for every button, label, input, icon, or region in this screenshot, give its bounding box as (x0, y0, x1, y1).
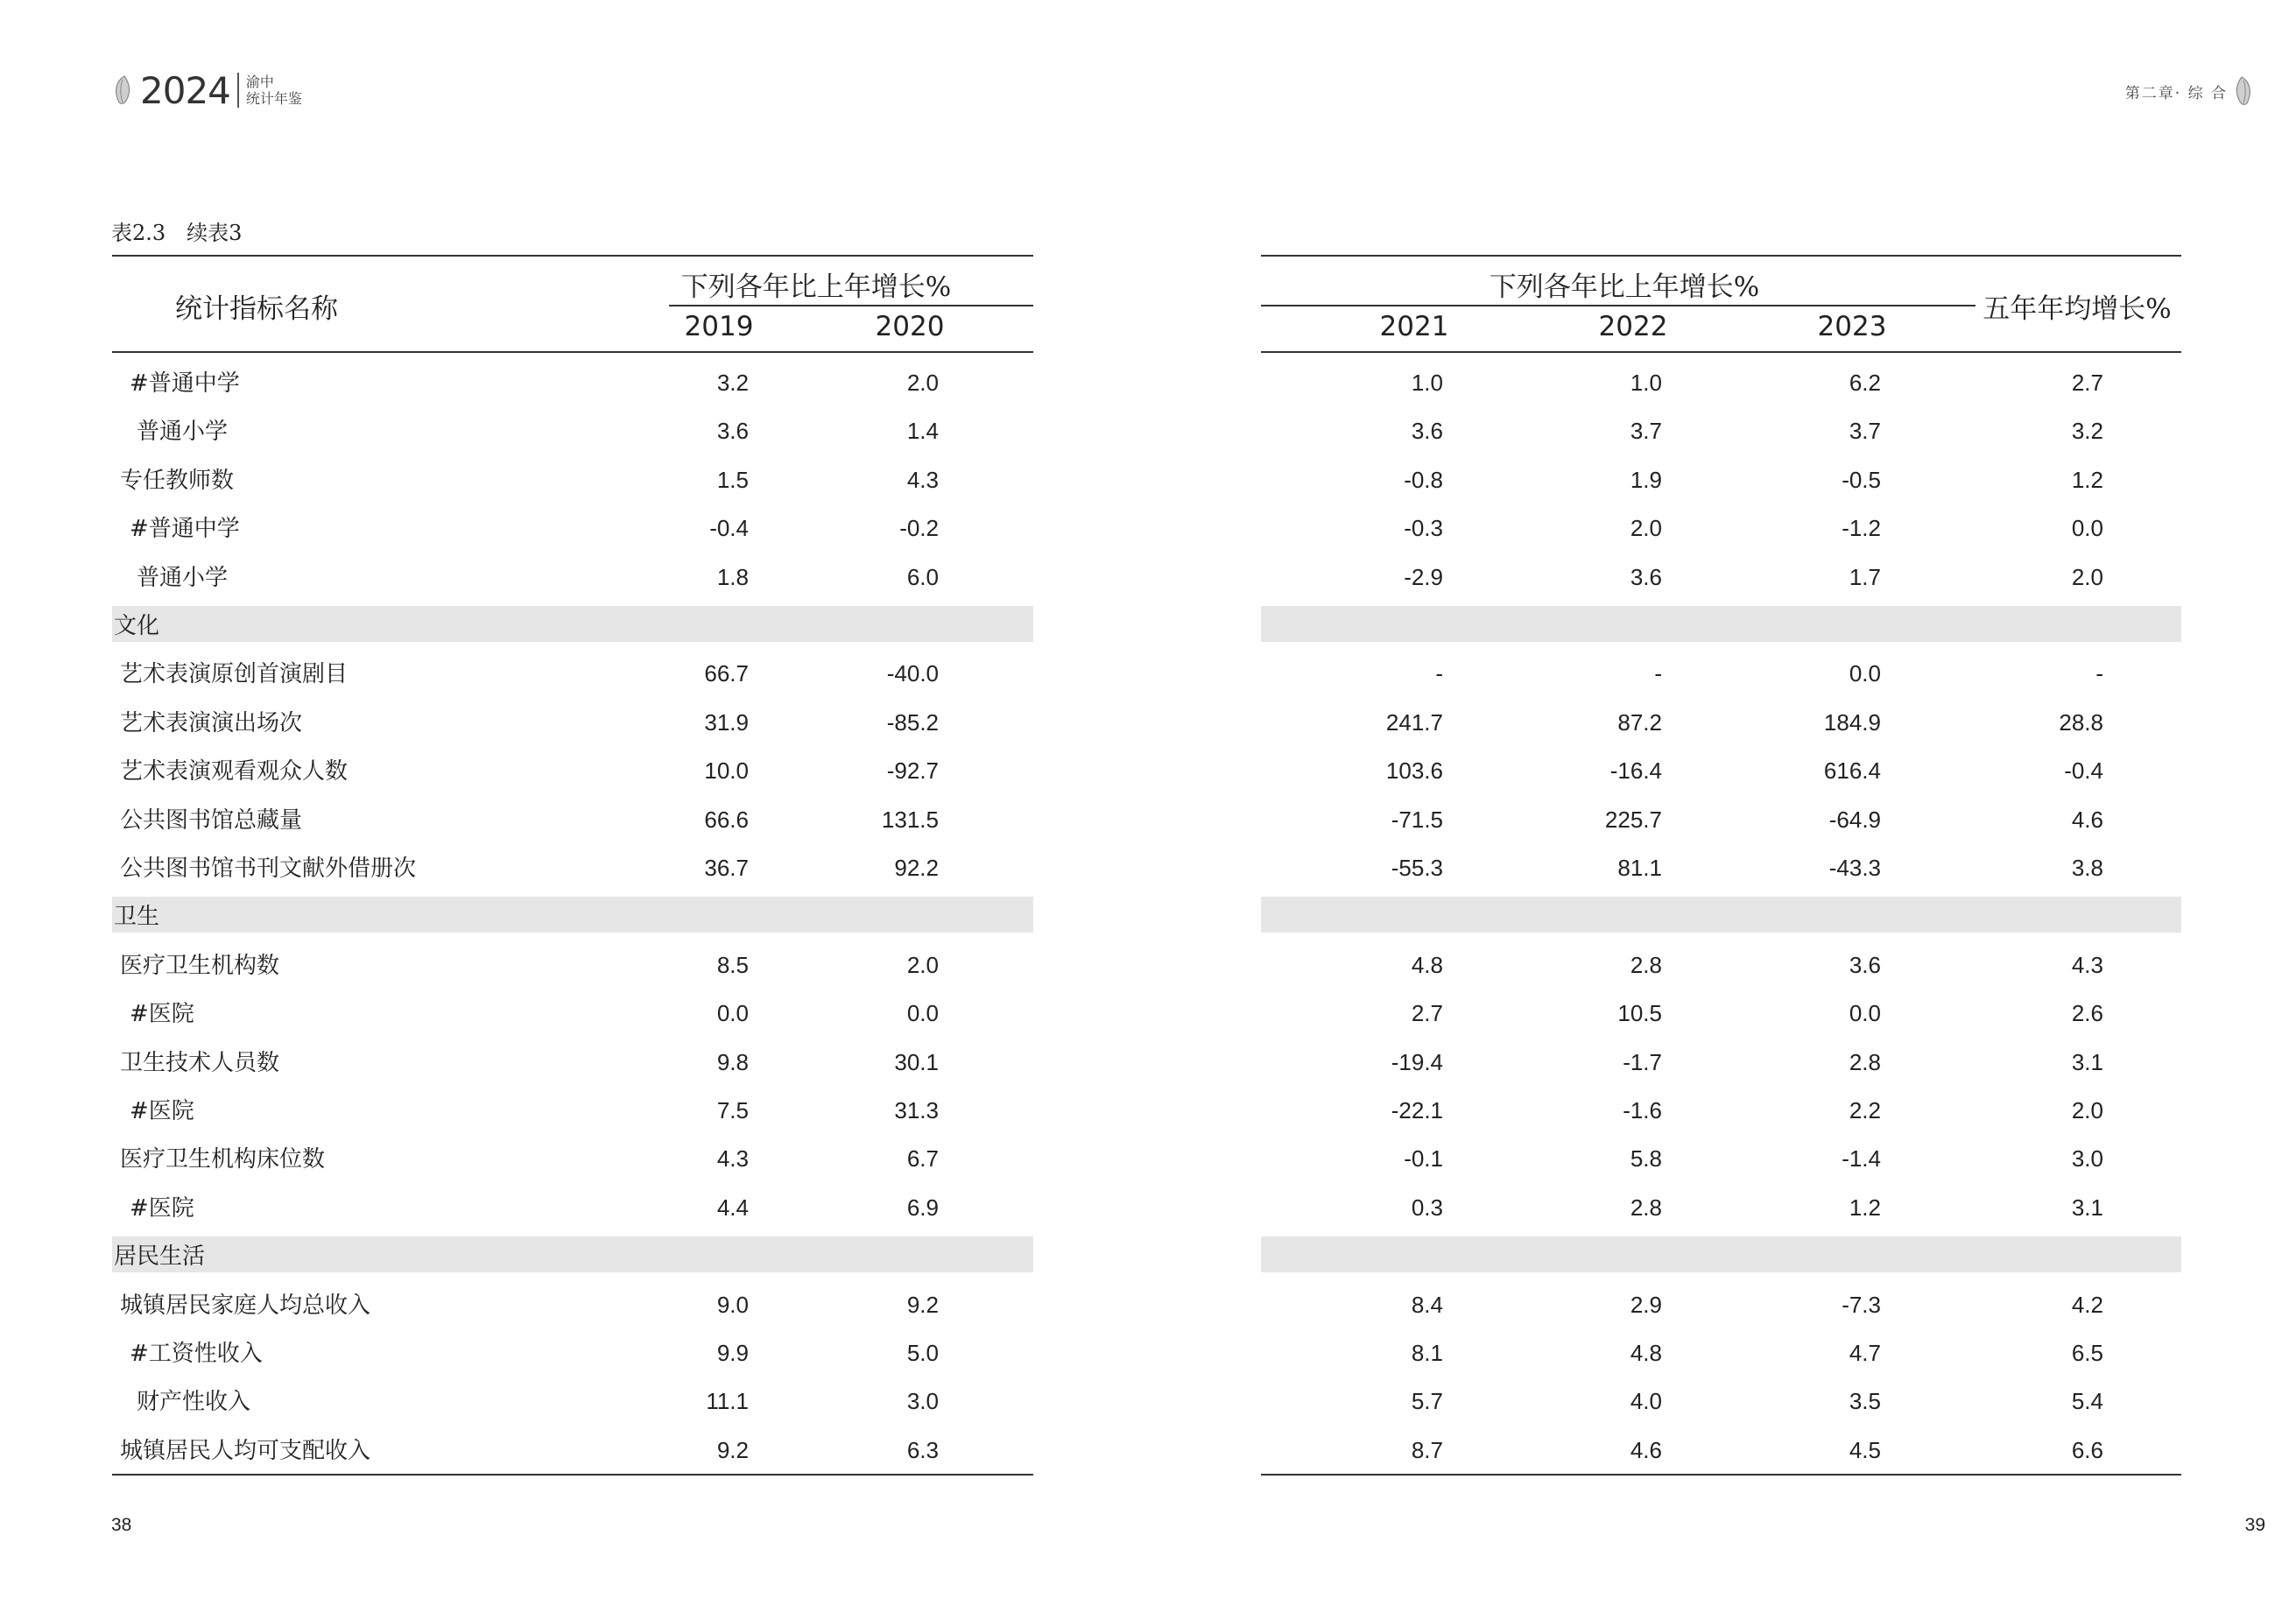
table-cell: 616.4 (1823, 757, 1881, 784)
table-cell: 9.9 (716, 1340, 749, 1366)
leaf-icon (112, 74, 133, 106)
table-cell: 4.8 (1411, 952, 1443, 978)
table-cell: 10.0 (704, 757, 749, 784)
table-cell: 1.7 (1849, 564, 1881, 590)
row-label: #医院 (130, 1195, 194, 1222)
table-cell: 1.2 (2071, 467, 2103, 493)
table-cell: 3.7 (1630, 418, 1662, 444)
table-cell: -0.4 (709, 515, 749, 541)
table-caption: 表2.3 续表3 (111, 221, 243, 245)
row-label: #普通中学 (130, 516, 240, 542)
table-cell: -0.3 (1404, 515, 1443, 541)
section-band (1261, 897, 2181, 933)
table-cell: 3.6 (1849, 952, 1881, 978)
table-cell: -40.0 (886, 660, 939, 687)
table-cell: 66.7 (704, 660, 749, 687)
table-cell: 3.0 (906, 1388, 939, 1414)
table-cell: 81.1 (1617, 855, 1662, 881)
section-band (112, 1236, 1033, 1272)
table-cell: 8.4 (1411, 1292, 1443, 1318)
table-cell: 0.0 (906, 1000, 939, 1026)
table-cell: 3.1 (2071, 1194, 2103, 1221)
table-cell: 3.6 (1630, 564, 1662, 590)
table-cell: -43.3 (1828, 855, 1881, 881)
row-label: 艺术表演观看观众人数 (120, 758, 349, 785)
year-header-2021: 2021 (1379, 311, 1449, 342)
row-label: 普通小学 (137, 419, 229, 445)
table-cell: 103.6 (1385, 757, 1443, 784)
table-cell: 5.0 (906, 1340, 939, 1366)
table-cell: 225.7 (1604, 806, 1662, 833)
table-cell: 2.0 (906, 370, 939, 396)
table-cell: 2.8 (1849, 1049, 1881, 1075)
row-label: 公共图书馆总藏量 (120, 807, 303, 834)
section-label: 文化 (114, 613, 160, 639)
table-cell: 30.1 (894, 1049, 939, 1075)
group-header-rule (669, 305, 1033, 306)
table-cell: 0.0 (2071, 515, 2103, 541)
table-cell: 0.0 (1849, 1000, 1881, 1026)
section-band (112, 606, 1033, 642)
table-cell: 1.0 (1630, 370, 1662, 396)
table-cell: 4.3 (906, 467, 939, 493)
table-cell: 9.8 (716, 1049, 749, 1075)
group-header-rule (1261, 305, 1976, 306)
table-top-rule (112, 255, 1033, 257)
section-band (112, 897, 1033, 933)
table-cell: 2.7 (2071, 370, 2103, 396)
table-cell: 2.0 (906, 952, 939, 978)
table-cell: 4.6 (2071, 806, 2103, 833)
table-cell: 0.3 (1411, 1194, 1443, 1221)
section-label: 卫生 (114, 904, 160, 930)
table-cell: 4.4 (716, 1194, 749, 1221)
table-cell: 2.9 (1630, 1292, 1662, 1318)
table-cell: 9.0 (716, 1292, 749, 1318)
row-label: #医院 (130, 1001, 194, 1027)
year-header-2023: 2023 (1817, 311, 1887, 342)
table-cell: -64.9 (1828, 806, 1881, 833)
table-cell: 9.2 (716, 1437, 749, 1463)
table-cell: -7.3 (1842, 1292, 1881, 1318)
table-bottom-rule (1261, 1474, 2181, 1476)
row-label: 医疗卫生机构床位数 (120, 1146, 326, 1173)
table-cell: 92.2 (894, 855, 939, 881)
yearbook-title-line1: 渝中 (245, 74, 274, 90)
table-cell: 1.4 (906, 418, 939, 444)
table-cell: 3.8 (2071, 855, 2103, 881)
row-label: 普通小学 (137, 565, 229, 591)
table-cell: 1.9 (1630, 467, 1662, 493)
table-cell: 3.5 (1849, 1388, 1881, 1414)
year-header-2020: 2020 (875, 311, 945, 342)
right-page (1148, 0, 2296, 1613)
table-cell: 31.3 (894, 1097, 939, 1123)
table-cell: 87.2 (1617, 709, 1662, 736)
table-cell: 4.7 (1849, 1340, 1881, 1366)
leaf-icon (2233, 75, 2254, 107)
table-cell: 3.2 (2071, 418, 2103, 444)
table-cell: -16.4 (1609, 757, 1662, 784)
table-cell: 3.6 (716, 418, 749, 444)
table-cell: 7.5 (716, 1097, 749, 1123)
table-cell: 1.8 (716, 564, 749, 590)
table-cell: 36.7 (704, 855, 749, 881)
table-cell: 2.0 (2071, 1097, 2103, 1123)
table-cell: 66.6 (704, 806, 749, 833)
section-band (1261, 1236, 2181, 1272)
table-cell: -1.6 (1623, 1097, 1662, 1123)
table-cell: -2.9 (1404, 564, 1443, 590)
row-label: #普通中学 (130, 370, 240, 397)
table-cell: 1.5 (716, 467, 749, 493)
table-cell: 2.0 (1630, 515, 1662, 541)
growth-group-header: 下列各年比上年增长% (1489, 271, 1760, 303)
table-cell: 4.3 (716, 1145, 749, 1172)
row-label: 城镇居民家庭人均总收入 (120, 1293, 371, 1319)
table-cell: 3.6 (1411, 418, 1443, 444)
table-cell: -1.2 (1842, 515, 1881, 541)
table-cell: 5.4 (2071, 1388, 2103, 1414)
table-cell: 2.7 (1411, 1000, 1443, 1026)
row-label: 公共图书馆书刊文献外借册次 (120, 856, 417, 882)
row-label: 医疗卫生机构数 (120, 953, 280, 979)
title-divider (237, 73, 239, 108)
table-cell: 0.0 (1849, 660, 1881, 687)
section-band (1261, 606, 2181, 642)
row-label: 卫生技术人员数 (120, 1050, 280, 1076)
table-cell: 6.0 (906, 564, 939, 590)
table-cell: 2.0 (2071, 564, 2103, 590)
row-label: #医院 (130, 1098, 194, 1124)
growth-group-header: 下列各年比上年增长% (680, 271, 952, 303)
row-label: 财产性收入 (137, 1389, 251, 1415)
table-cell: 4.8 (1630, 1340, 1662, 1366)
header-bottom-rule (112, 351, 1033, 353)
table-cell: 4.2 (2071, 1292, 2103, 1318)
chapter-title: 第二章· 综 合 (2124, 84, 2228, 102)
table-cell: 2.2 (1849, 1097, 1881, 1123)
table-cell: -0.5 (1842, 467, 1881, 493)
page-number-right: 39 (2244, 1515, 2265, 1535)
table-cell: - (1435, 660, 1443, 687)
table-cell: -71.5 (1391, 806, 1443, 833)
table-cell: 184.9 (1823, 709, 1881, 736)
year-header-2022: 2022 (1598, 311, 1668, 342)
indicator-column-header: 统计指标名称 (175, 293, 338, 325)
table-cell: -85.2 (886, 709, 939, 736)
table-cell: 2.8 (1630, 1194, 1662, 1221)
table-cell: 4.6 (1630, 1437, 1662, 1463)
table-cell: 6.3 (906, 1437, 939, 1463)
table-bottom-rule (112, 1474, 1033, 1476)
row-label: #工资性收入 (130, 1341, 263, 1367)
table-cell: 4.0 (1630, 1388, 1662, 1414)
table-cell: 4.3 (2071, 952, 2103, 978)
section-label: 居民生活 (114, 1243, 206, 1270)
table-cell: 8.5 (716, 952, 749, 978)
table-cell: 8.1 (1411, 1340, 1443, 1366)
table-cell: -1.4 (1842, 1145, 1881, 1172)
table-cell: -1.7 (1623, 1049, 1662, 1075)
table-top-rule (1261, 255, 2181, 257)
yearbook-year: 2024 (140, 68, 230, 112)
table-cell: 11.1 (706, 1388, 749, 1414)
table-cell: 28.8 (2059, 709, 2103, 736)
table-cell: 6.5 (2071, 1340, 2103, 1366)
table-cell: 0.0 (716, 1000, 749, 1026)
table-cell: 3.7 (1849, 418, 1881, 444)
table-cell: -0.1 (1404, 1145, 1443, 1172)
table-cell: 9.2 (906, 1292, 939, 1318)
year-header-2019: 2019 (684, 311, 754, 342)
table-cell: 3.0 (2071, 1145, 2103, 1172)
table-cell: -0.2 (899, 515, 939, 541)
table-cell: -22.1 (1391, 1097, 1443, 1123)
table-cell: 5.8 (1630, 1145, 1662, 1172)
table-cell: -0.4 (2064, 757, 2103, 784)
table-cell: 1.2 (1849, 1194, 1881, 1221)
row-label: 艺术表演演出场次 (120, 710, 303, 736)
table-cell: 4.5 (1849, 1437, 1881, 1463)
table-cell: 6.6 (2071, 1437, 2103, 1463)
table-cell: 10.5 (1617, 1000, 1662, 1026)
table-cell: - (1654, 660, 1662, 687)
table-cell: 2.6 (2071, 1000, 2103, 1026)
chapter-heading (2125, 75, 2261, 107)
row-label: 城镇居民人均可支配收入 (120, 1438, 371, 1464)
table-cell: 6.9 (906, 1194, 939, 1221)
table-cell: 3.1 (2071, 1049, 2103, 1075)
table-cell: -19.4 (1391, 1049, 1443, 1075)
yearbook-logo (112, 68, 302, 112)
yearbook-title (246, 74, 302, 107)
table-cell: 6.2 (1849, 370, 1881, 396)
table-cell: 1.0 (1411, 370, 1443, 396)
table-cell: 31.9 (704, 709, 749, 736)
table-cell: - (2095, 660, 2103, 687)
table-cell: 8.7 (1411, 1437, 1443, 1463)
table-cell: -92.7 (886, 757, 939, 784)
yearbook-title-line2: 统计年鉴 (245, 90, 302, 107)
table-cell: 5.7 (1411, 1388, 1443, 1414)
table-cell: 131.5 (881, 806, 939, 833)
five-year-avg-header: 五年年均增长% (1983, 293, 2172, 325)
table-cell: 3.2 (716, 370, 749, 396)
page-number-left: 38 (111, 1515, 132, 1535)
table-cell: -0.8 (1404, 467, 1443, 493)
header-bottom-rule (1261, 351, 2181, 353)
row-label: 艺术表演原创首演剧目 (120, 661, 349, 687)
table-cell: 6.7 (906, 1145, 939, 1172)
table-cell: 2.8 (1630, 952, 1662, 978)
row-label: 专任教师数 (120, 468, 235, 494)
table-cell: -55.3 (1391, 855, 1443, 881)
table-cell: 241.7 (1385, 709, 1443, 736)
